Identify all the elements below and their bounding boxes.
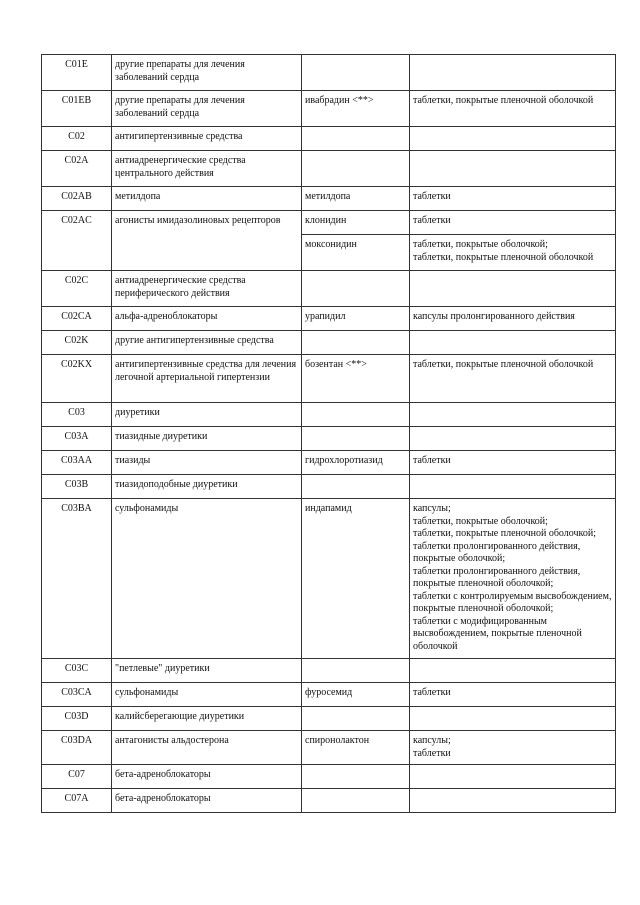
atc-code: C02 xyxy=(42,127,112,151)
substance-name xyxy=(302,427,410,451)
dosage-form: капсулы пролонгированного действия xyxy=(410,307,616,331)
dosage-form xyxy=(410,151,616,187)
group-name: антиадренергические средства периферического действия xyxy=(112,271,302,307)
dosage-form xyxy=(410,475,616,499)
dosage-form xyxy=(410,427,616,451)
dosage-form xyxy=(410,331,616,355)
table-row xyxy=(42,355,616,403)
group-name: тиазиды xyxy=(112,451,302,475)
table-row xyxy=(42,475,616,499)
group-name: антиадренергические средства центрального действия xyxy=(112,151,302,187)
table-row xyxy=(42,765,616,789)
atc-code: C03AA xyxy=(42,451,112,475)
table-row xyxy=(42,151,616,187)
substance-name xyxy=(302,475,410,499)
atc-code: C02AC xyxy=(42,211,112,271)
dosage-form xyxy=(410,789,616,813)
table-row xyxy=(42,499,616,659)
table-row xyxy=(42,707,616,731)
atc-code: C01E xyxy=(42,55,112,91)
substance-name: спиронолактон xyxy=(302,731,410,765)
atc-code: C07A xyxy=(42,789,112,813)
group-name: другие антигипертензивные средства xyxy=(112,331,302,355)
group-name: бета-адреноблокаторы xyxy=(112,789,302,813)
dosage-form: таблетки, покрытые пленочной оболочкой xyxy=(410,91,616,127)
group-name: "петлевые" диуретики xyxy=(112,659,302,683)
group-name: агонисты имидазолиновых рецепторов xyxy=(112,211,302,271)
substance-name xyxy=(302,403,410,427)
atc-code: C02A xyxy=(42,151,112,187)
substance-name xyxy=(302,55,410,91)
dosage-form: таблетки, покрытые оболочкой; таблетки, покрытые пленочной оболочкой xyxy=(410,235,616,271)
substance-name: гидрохлоротиазид xyxy=(302,451,410,475)
atc-code: C02C xyxy=(42,271,112,307)
dosage-form: таблетки xyxy=(410,187,616,211)
substance-name xyxy=(302,789,410,813)
group-name: сульфонамиды xyxy=(112,683,302,707)
group-name: тиазидные диуретики xyxy=(112,427,302,451)
table-row xyxy=(42,451,616,475)
group-name: антигипертензивные средства для лечения легочной артериальной гипертензии xyxy=(112,355,302,403)
dosage-form xyxy=(410,55,616,91)
atc-code: C03CA xyxy=(42,683,112,707)
substance-name: урапидил xyxy=(302,307,410,331)
group-name: другие препараты для лечения заболеваний сердца xyxy=(112,91,302,127)
dosage-form xyxy=(410,707,616,731)
table-row xyxy=(42,731,616,765)
substance-name: метилдопа xyxy=(302,187,410,211)
substance-name: бозентан <**> xyxy=(302,355,410,403)
group-name: антагонисты альдостерона xyxy=(112,731,302,765)
dosage-form: таблетки, покрытые пленочной оболочкой xyxy=(410,355,616,403)
substance-name xyxy=(302,151,410,187)
substance-name xyxy=(302,659,410,683)
group-name: бета-адреноблокаторы xyxy=(112,765,302,789)
table-row xyxy=(42,427,616,451)
table-row xyxy=(42,331,616,355)
dosage-form: капсулы; таблетки xyxy=(410,731,616,765)
atc-code: C02KX xyxy=(42,355,112,403)
atc-code: C03B xyxy=(42,475,112,499)
group-name: альфа-адреноблокаторы xyxy=(112,307,302,331)
dosage-form: таблетки xyxy=(410,451,616,475)
substance-name xyxy=(302,271,410,307)
dosage-form: капсулы; таблетки, покрытые оболочкой; таблетки, покрытые пленочной оболочкой; таблетки пролонгированного действия, покрытые оболочкой; таблетки пролонгированного действия, покрытые пленочной оболочкой; таблетки с контролируемым высвобождением, покрытые пленочной оболочкой; таблетки с модифицированным высвобождением, покрытые пленочной оболочкой xyxy=(410,499,616,659)
atc-code: C03C xyxy=(42,659,112,683)
group-name: калийсберегающие диуретики xyxy=(112,707,302,731)
substance-name: клонидин xyxy=(302,211,410,235)
group-name: тиазидоподобные диуретики xyxy=(112,475,302,499)
table-row xyxy=(42,91,616,127)
dosage-form: таблетки xyxy=(410,683,616,707)
substance-name xyxy=(302,127,410,151)
substance-name: моксонидин xyxy=(302,235,410,271)
dosage-form xyxy=(410,127,616,151)
table-row xyxy=(42,211,616,235)
group-name: антигипертензивные средства xyxy=(112,127,302,151)
table-row xyxy=(42,127,616,151)
substance-name: ивабрадин <**> xyxy=(302,91,410,127)
table-row xyxy=(42,187,616,211)
atc-code: C02CA xyxy=(42,307,112,331)
group-name: другие препараты для лечения заболеваний сердца xyxy=(112,55,302,91)
dosage-form: таблетки xyxy=(410,211,616,235)
atc-code: C03DA xyxy=(42,731,112,765)
group-name: метилдопа xyxy=(112,187,302,211)
dosage-form xyxy=(410,403,616,427)
table-row xyxy=(42,683,616,707)
dosage-form xyxy=(410,765,616,789)
group-name: сульфонамиды xyxy=(112,499,302,659)
atc-code: C03 xyxy=(42,403,112,427)
atc-code: C02AB xyxy=(42,187,112,211)
atc-drug-table xyxy=(41,54,616,813)
table-row xyxy=(42,789,616,813)
atc-code: C02K xyxy=(42,331,112,355)
dosage-form xyxy=(410,659,616,683)
substance-name: индапамид xyxy=(302,499,410,659)
group-name: диуретики xyxy=(112,403,302,427)
table-row xyxy=(42,659,616,683)
atc-code: C03A xyxy=(42,427,112,451)
dosage-form xyxy=(410,271,616,307)
atc-code: C01EB xyxy=(42,91,112,127)
atc-code: C03D xyxy=(42,707,112,731)
atc-code: C07 xyxy=(42,765,112,789)
substance-name xyxy=(302,765,410,789)
substance-name xyxy=(302,331,410,355)
table-row xyxy=(42,271,616,307)
substance-name: фуросемид xyxy=(302,683,410,707)
table-row xyxy=(42,307,616,331)
substance-name xyxy=(302,707,410,731)
atc-code: C03BA xyxy=(42,499,112,659)
table-row xyxy=(42,55,616,91)
table-row xyxy=(42,403,616,427)
